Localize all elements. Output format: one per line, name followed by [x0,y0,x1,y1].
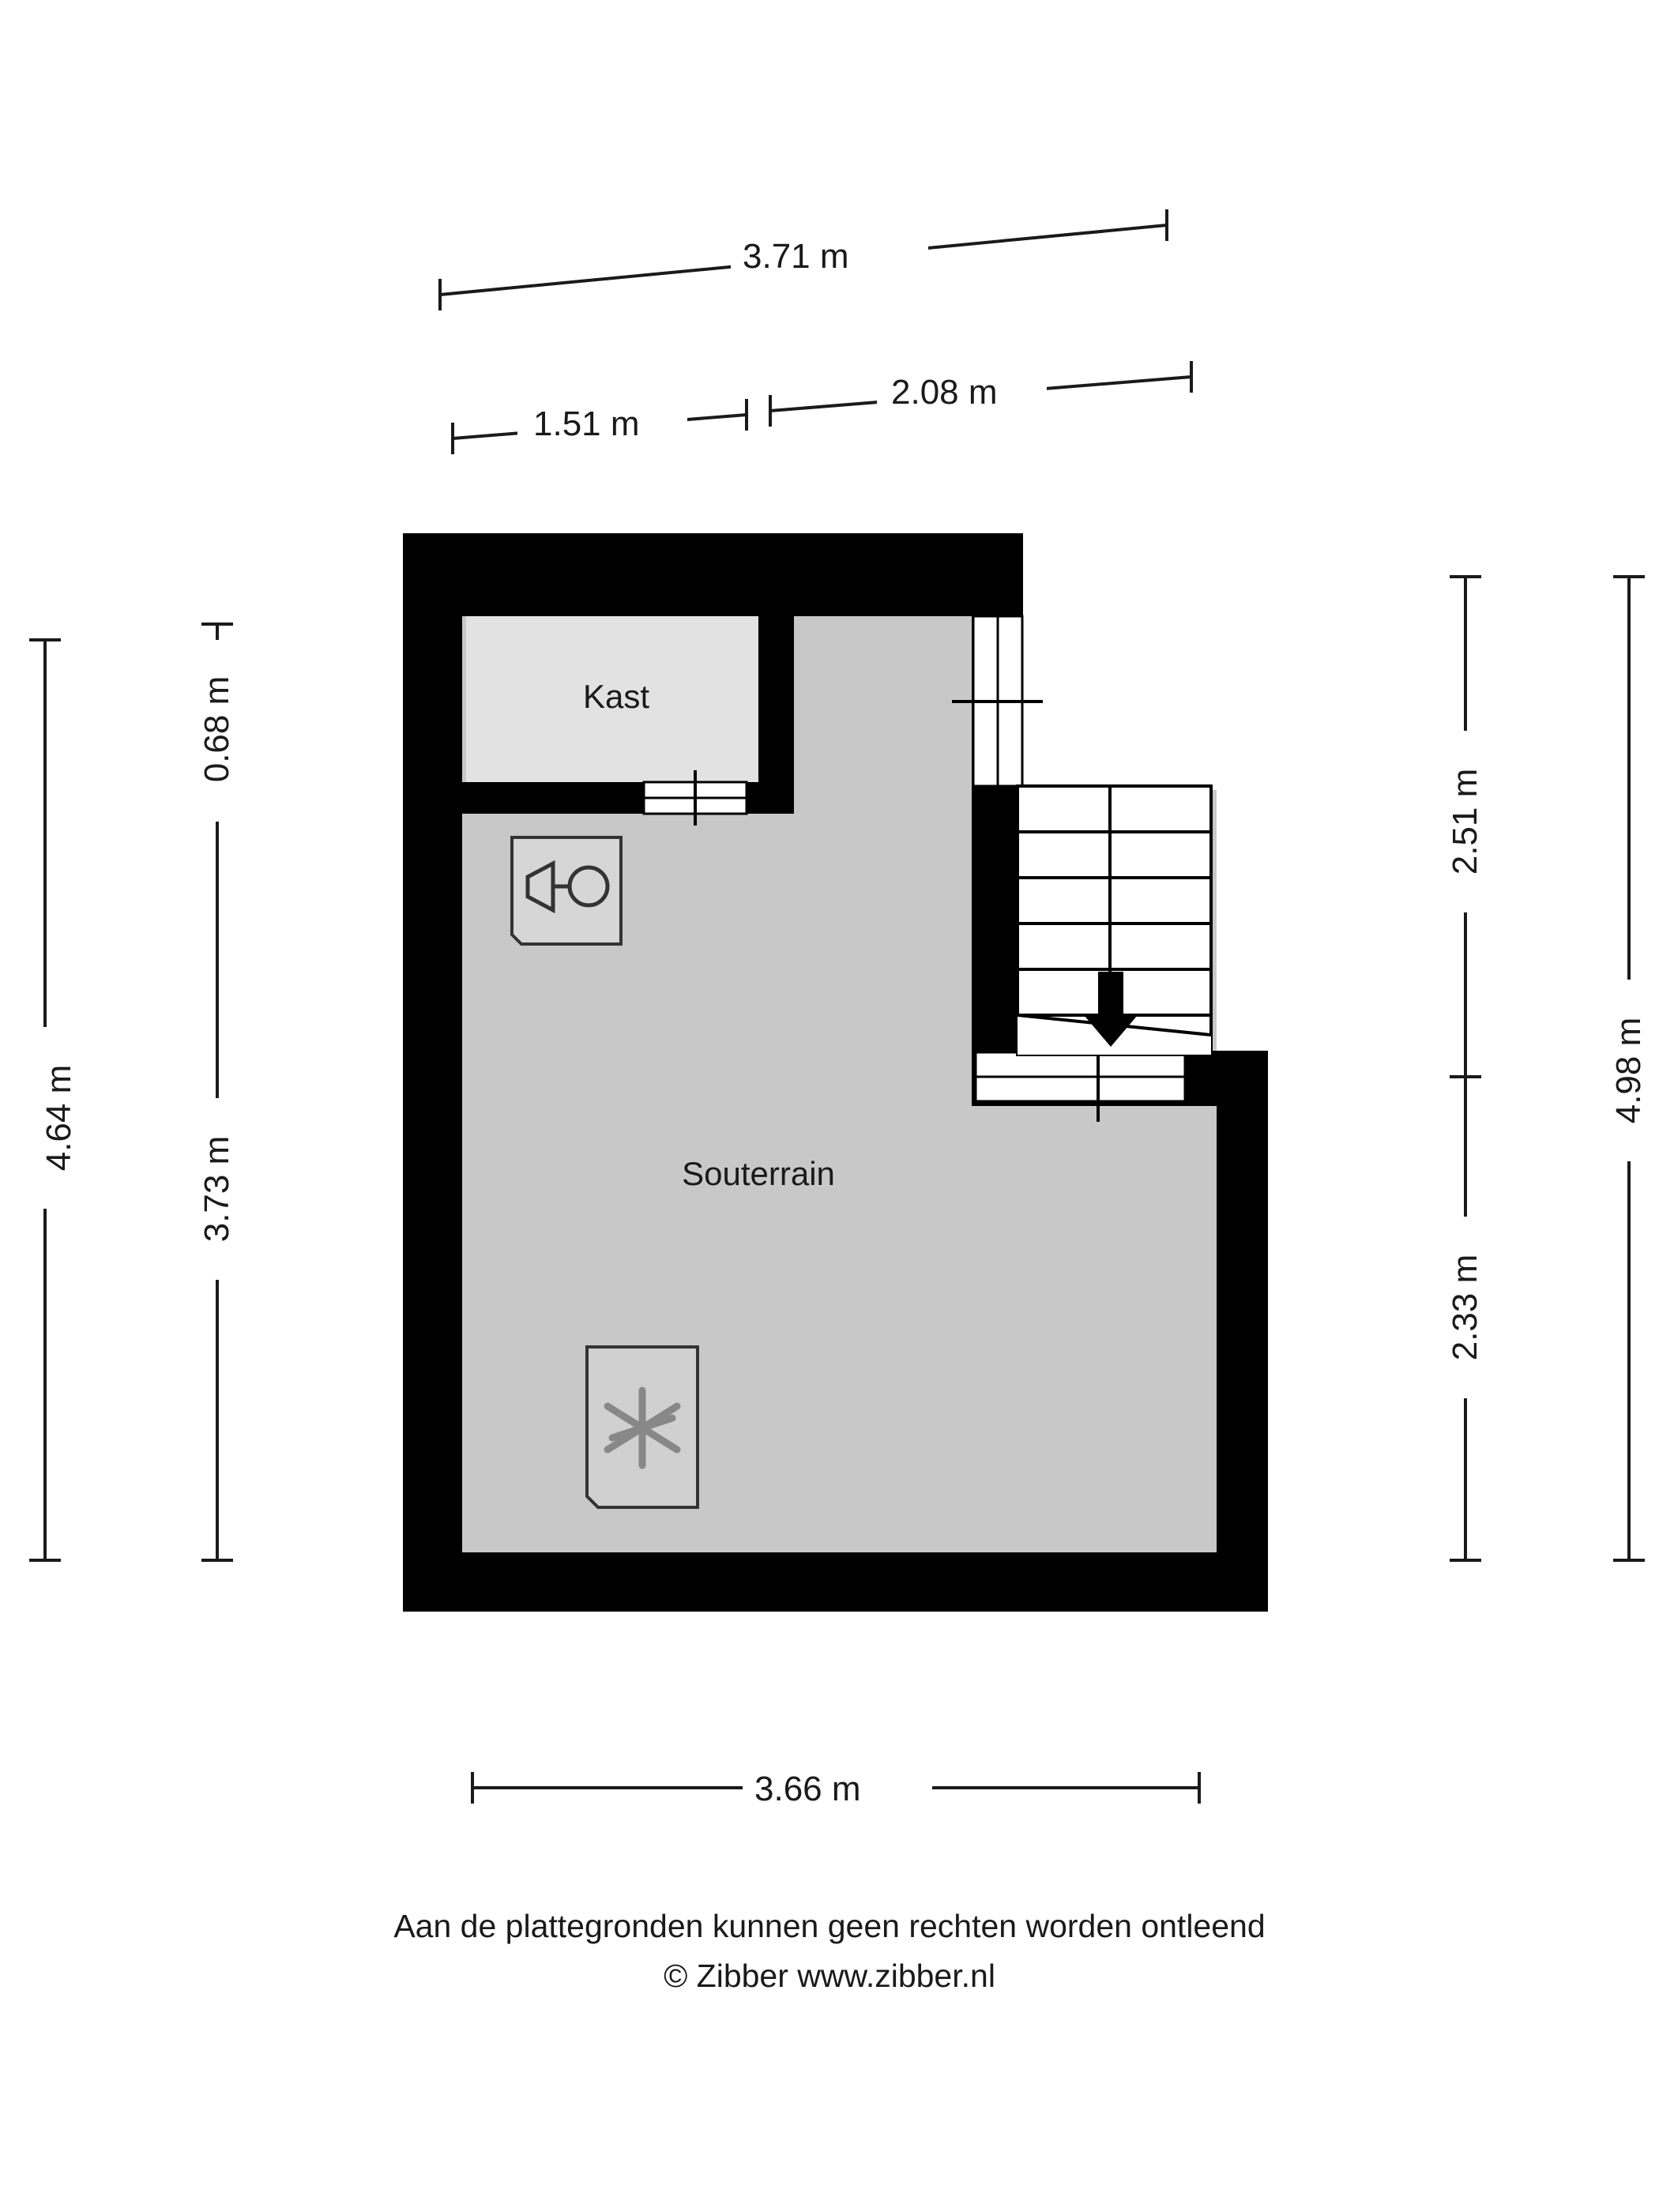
credit-text: © Zibber www.zibber.nl [664,1958,995,1994]
room-label-souterrain: Souterrain [682,1155,835,1192]
dim-label-right-outer: 4.98 m [1609,1017,1648,1124]
dim-label-left-inner-top: 0.68 m [198,675,236,783]
dim-label-top-outer: 3.71 m [743,237,849,276]
boiler-unit-icon [587,1347,698,1507]
disclaimer-text: Aan de plattegronden kunnen geen rechten worden ontleend [393,1908,1266,1944]
kast-wall-right [758,600,794,814]
dim-label-top-inner-left: 1.51 m [533,404,640,443]
dim-label-right-inner-top: 2.51 m [1446,768,1484,875]
dim-label-top-inner-right: 2.08 m [891,373,998,412]
staircase-icon [1018,786,1211,1055]
dim-label-left-outer: 4.64 m [40,1064,78,1172]
room-label-kast: Kast [582,678,650,715]
dim-label-left-inner-bottom: 3.73 m [198,1135,236,1243]
dim-label-bottom: 3.66 m [754,1770,861,1808]
dim-label-right-inner-bottom: 2.33 m [1446,1254,1484,1361]
washing-machine-icon [512,837,621,944]
